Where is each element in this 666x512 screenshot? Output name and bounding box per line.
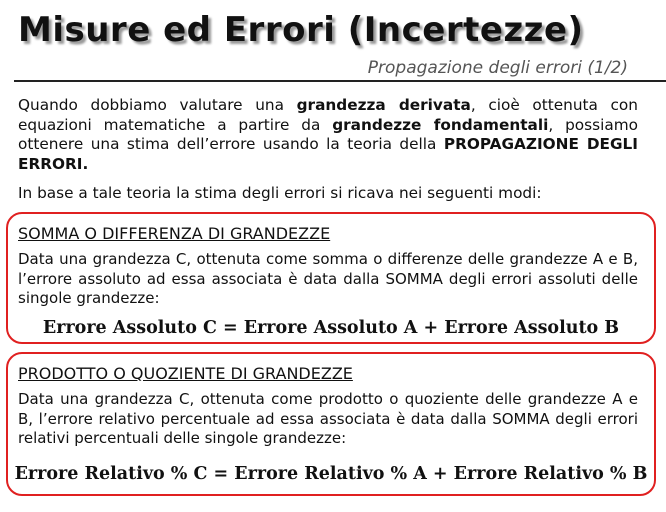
intro-text-1: Quando dobbiamo valutare una (18, 96, 297, 114)
slide-title: Misure ed Errori (Incertezze) (18, 10, 584, 50)
intro-paragraph (18, 96, 638, 174)
title-divider (14, 80, 666, 82)
formula-relative-error: Errore Relativo % C = Errore Relativo % A + Errore Relativo % B (14, 464, 648, 484)
section-heading: SOMMA O DIFFERENZA DI GRANDEZZE (18, 224, 331, 243)
section-text: Data una grandezza C, ottenuta come somma o differenze delle grandezze A e B, l’errore assoluto ad essa associata è data dalla SOMMA degli errori assoluti delle singole grandezze: (18, 250, 638, 307)
section-product-quotient (6, 352, 656, 496)
term-error-propagation: PROPAGAZIONE DEGLI ERRORI. (18, 135, 638, 173)
term-fundamental-quantities: grandezze fondamentali (332, 115, 549, 134)
section-heading: PRODOTTO O QUOZIENTE DI GRANDEZZE (18, 364, 353, 383)
section-sum-difference (6, 212, 656, 344)
slide-subtitle: Propagazione degli errori (1/2) (367, 58, 628, 78)
intro-text-2: , cioè ottenuta con equazioni matematiche a partire da (18, 96, 638, 134)
section-text: Data una grandezza C, ottenuta come prodotto o quoziente delle grandezze A e B, l’errore relativo percentuale ad essa associata è data dalla SOMMA degli errori relativi percentuali delle singole grandezze: (18, 390, 638, 447)
formula-absolute-error: Errore Assoluto C = Errore Assoluto A + Errore Assoluto B (42, 318, 620, 338)
term-derived-quantity: grandezza derivata (296, 96, 471, 114)
intro-paragraph-2: In base a tale teoria la stima degli errori si ricava nei seguenti modi: (18, 184, 542, 202)
intro-text-3: , possiamo ottenere una stima dell’errore usando la teoria della (18, 115, 638, 153)
